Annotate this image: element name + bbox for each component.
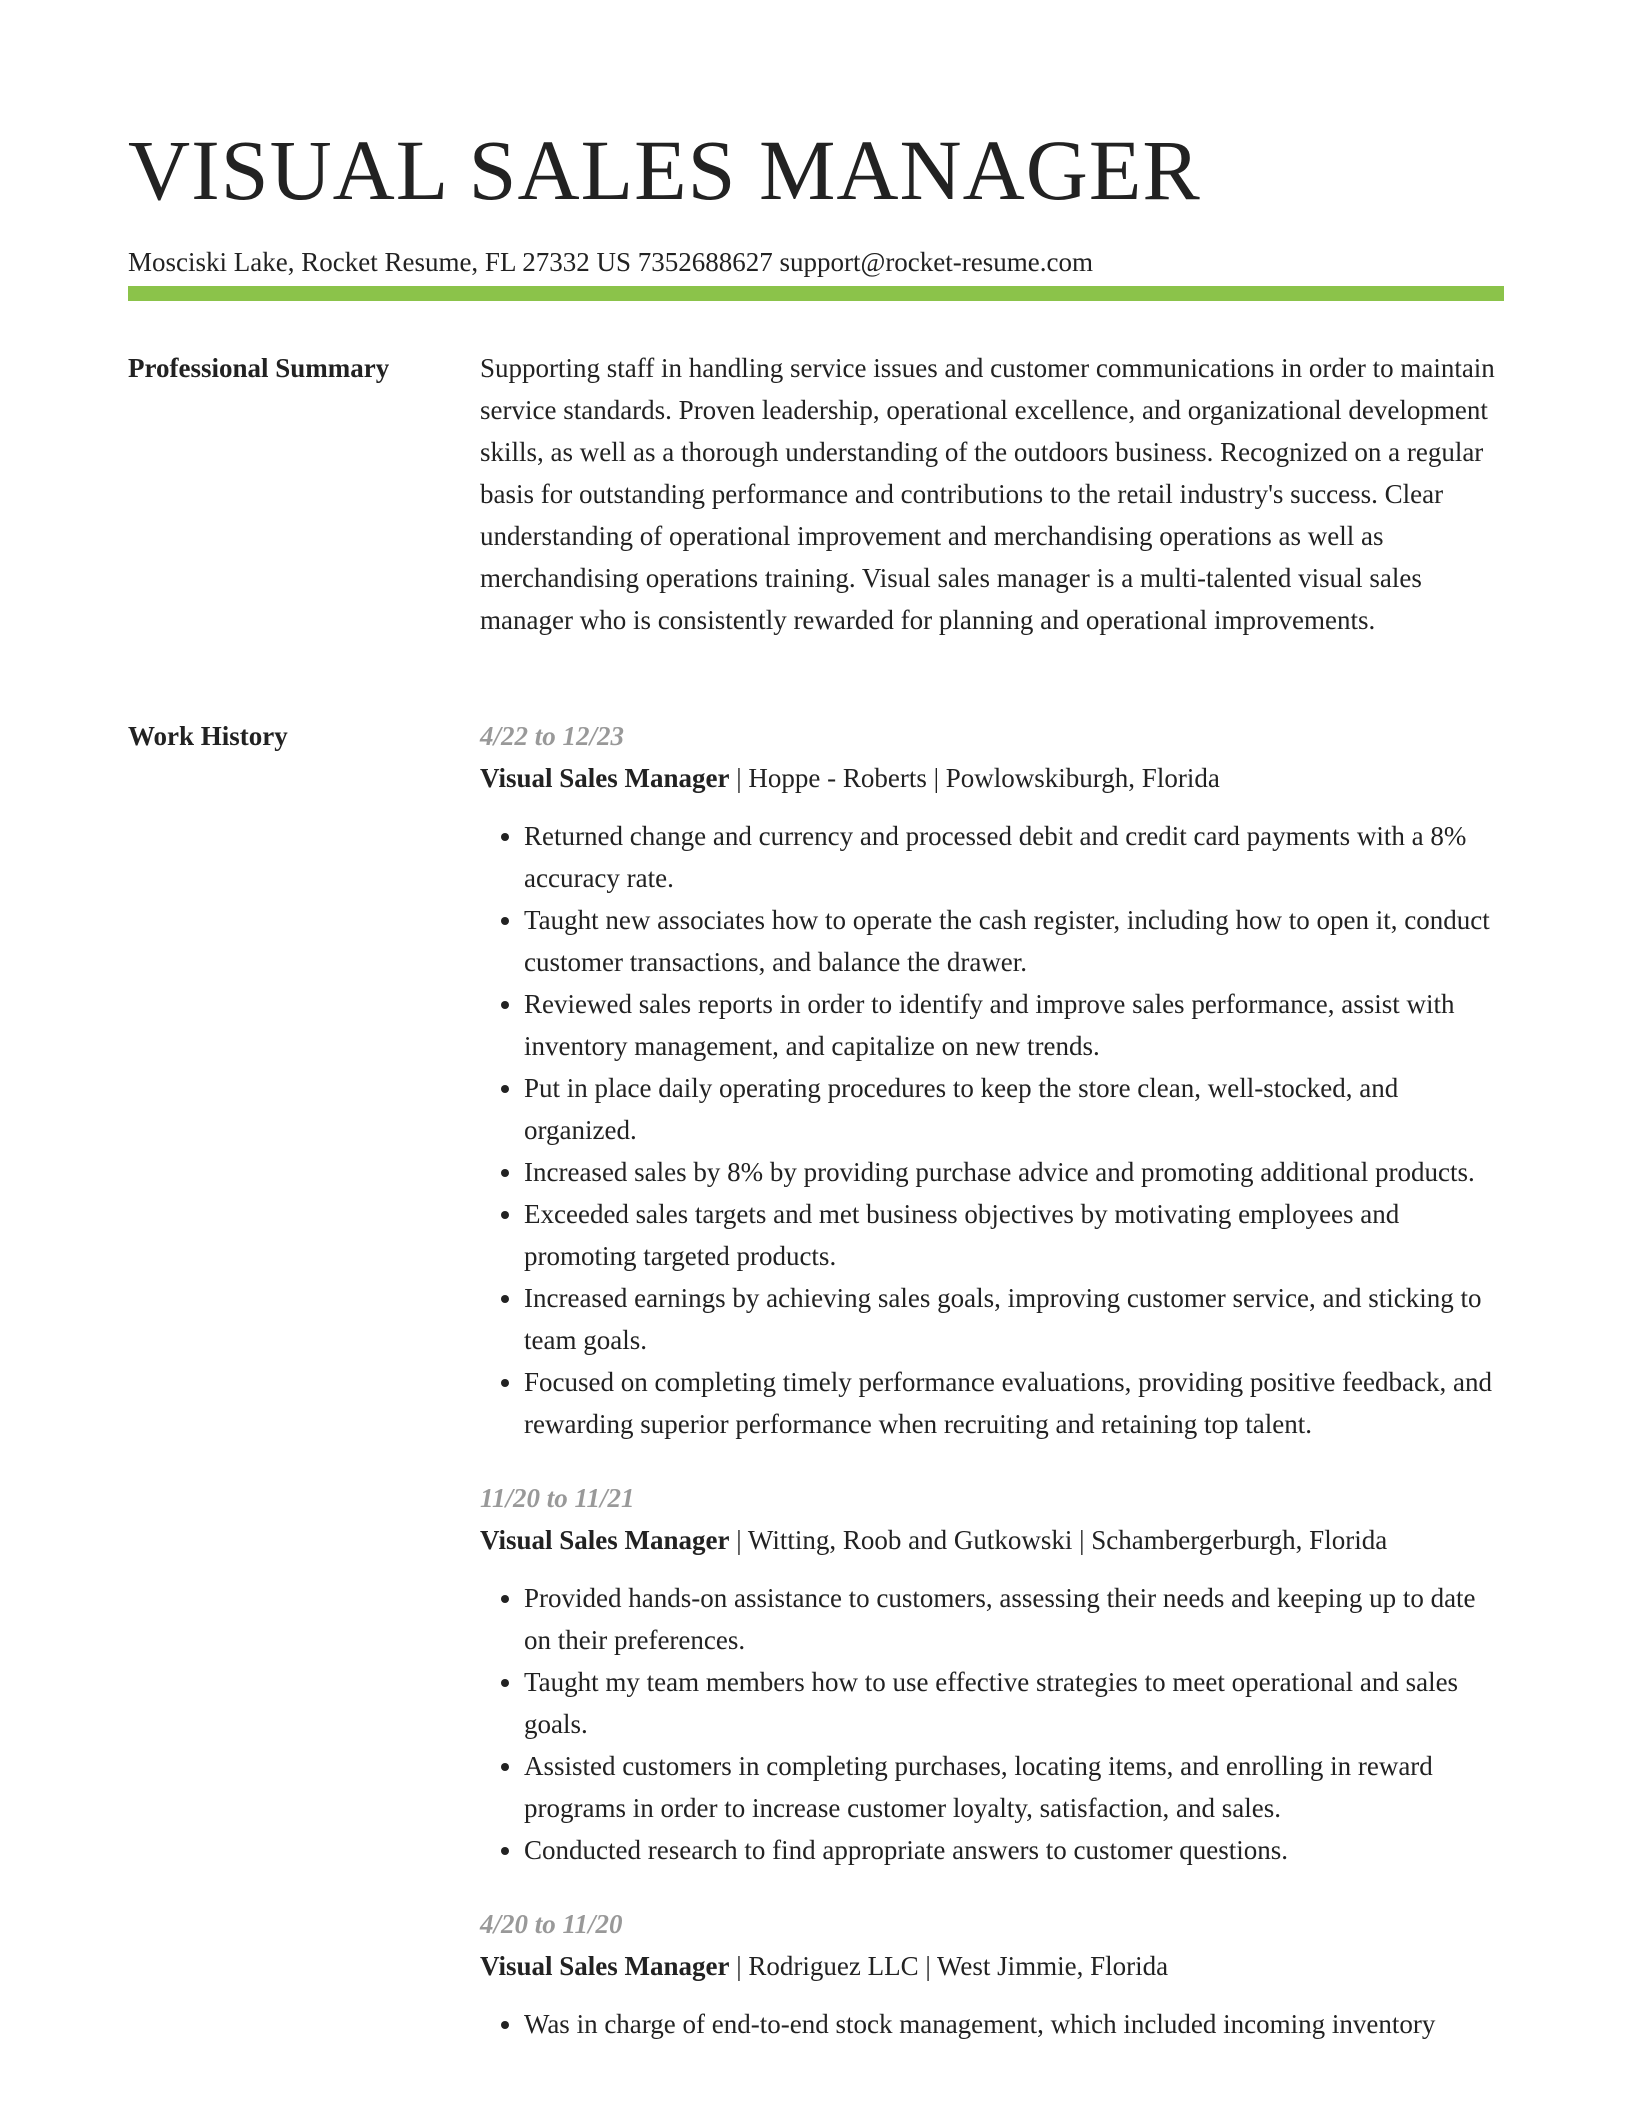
- job-bullet: • Increased sales by 8% by providing purchase advice and promoting additional products.: [524, 1151, 1504, 1193]
- job-bullet: • Increased earnings by achieving sales goals, improving customer service, and sticking to team goals.: [524, 1277, 1504, 1361]
- work-history-section: [128, 715, 1504, 2112]
- job-entry: [480, 1477, 1504, 1871]
- summary-body: [480, 347, 1504, 641]
- job-bullet-list: [480, 1577, 1504, 1871]
- job-bullet: • Put in place daily operating procedures to keep the store clean, well-stocked, and organized.: [524, 1067, 1504, 1151]
- job-bullet: • Returned change and currency and processed debit and credit card payments with a 8% accuracy rate.: [524, 815, 1504, 899]
- job-bullet: • Taught new associates how to operate the cash register, including how to open it, conduct customer transactions, and balance the drawer.: [524, 899, 1504, 983]
- job-bullet: • Reviewed sales reports in order to identify and improve sales performance, assist with inventory management, and capitalize on new trends.: [524, 983, 1504, 1067]
- job-dates: 11/20 to 11/21: [480, 1483, 635, 1513]
- job-employer-location: | Witting, Roob and Gutkowski | Schambergerburgh, Florida: [729, 1525, 1388, 1555]
- summary-text: Supporting staff in handling service issues and customer communications in order to maintain service standards. Proven leadership, operational excellence, and organizational development skills, as well as a thorough understanding of the outdoors business. Recognized on a regular basis for outstanding performance and contributions to the retail industry's success. Clear understanding of operational improvement and merchandising operations as well as merchandising operations training. Visual sales manager is a multi-talented visual sales manager who is consistently rewarded for planning and operational improvements.: [480, 353, 1495, 635]
- job-heading: [480, 1945, 1504, 1987]
- candidate-title: VISUAL SALES MANAGER: [128, 122, 1201, 218]
- job-dates: 4/20 to 11/20: [480, 1909, 623, 1939]
- job-bullet: • Assisted customers in completing purchases, locating items, and enrolling in reward programs in order to increase customer loyalty, satisfaction, and sales.: [524, 1745, 1504, 1829]
- job-bullet-list: [480, 815, 1504, 1445]
- job-entry: [480, 1903, 1504, 2045]
- job-bullet: • Focused on completing timely performance evaluations, providing positive feedback, and rewarding superior performance when recruiting and retaining top talent.: [524, 1361, 1504, 1445]
- job-heading: [480, 757, 1504, 799]
- accent-divider: [128, 286, 1504, 301]
- job-dates: 4/22 to 12/23: [480, 721, 625, 751]
- job-bullet: • Taught my team members how to use effective strategies to meet operational and sales goals.: [524, 1661, 1504, 1745]
- job-bullet: • Was in charge of end-to-end stock management, which included incoming inventory: [524, 2003, 1504, 2045]
- job-title: Visual Sales Manager: [480, 1525, 730, 1555]
- job-bullet: • Exceeded sales targets and met business objectives by motivating employees and promoting targeted products.: [524, 1193, 1504, 1277]
- job-bullet: • Conducted research to find appropriate answers to customer questions.: [524, 1829, 1504, 1871]
- summary-section: [128, 347, 1504, 687]
- work-history-list: [480, 715, 1504, 2077]
- job-bullet: • Provided hands-on assistance to customers, assessing their needs and keeping up to date on their preferences.: [524, 1577, 1504, 1661]
- job-employer-location: | Hoppe - Roberts | Powlowskiburgh, Florida: [729, 763, 1220, 793]
- job-heading: [480, 1519, 1504, 1561]
- job-employer-location: | Rodriguez LLC | West Jimmie, Florida: [729, 1951, 1169, 1981]
- job-entry: [480, 715, 1504, 1445]
- summary-heading: Professional Summary: [128, 353, 390, 383]
- work-history-heading: Work History: [128, 721, 288, 751]
- contact-info: Mosciski Lake, Rocket Resume, FL 27332 US 7352688627 support@rocket-resume.com: [128, 247, 1093, 277]
- job-title: Visual Sales Manager: [480, 763, 730, 793]
- job-bullet-list: [480, 2003, 1504, 2045]
- resume-header: [128, 118, 1504, 280]
- job-title: Visual Sales Manager: [480, 1951, 730, 1981]
